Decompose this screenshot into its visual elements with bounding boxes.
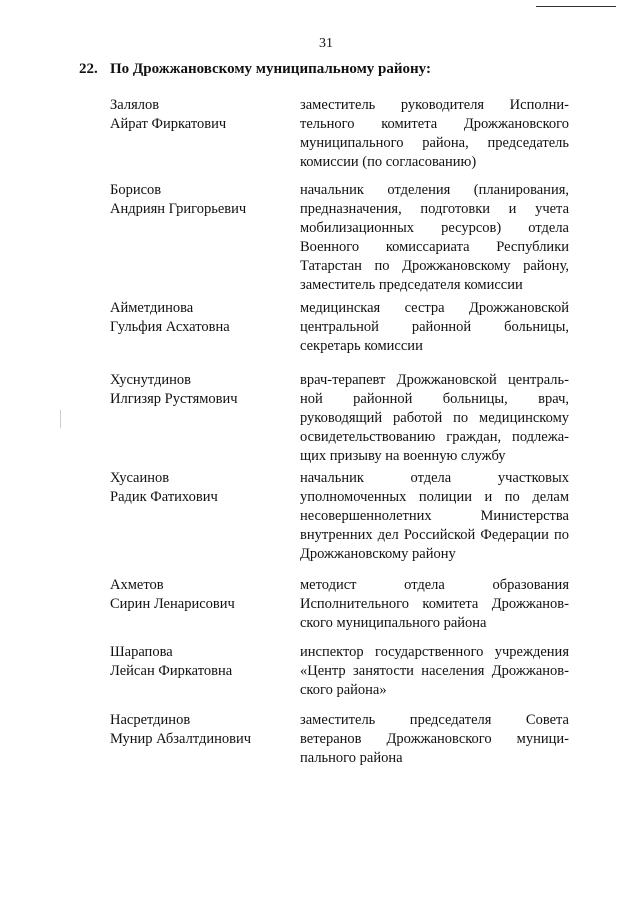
- member-name: [110, 371, 290, 409]
- member-name: [110, 96, 290, 134]
- member-given-name: Лейсан Фиркатовна: [110, 663, 233, 679]
- member-role: инспектор государственного учреждения «Центр занятости населения Дрожжановского района»: [300, 644, 569, 698]
- page-number: 31: [319, 36, 333, 51]
- member-given-name: Сирин Ленарисович: [110, 596, 235, 612]
- member-role: начальник отделения (планирования, предназначения, подготовки и учета мобилизационных ресурсов) отдела Военного комиссариата Республики Татарстан по Дрожжановскому району, заместитель председателя комиссии: [300, 182, 569, 293]
- member-role: медицинская сестра Дрожжановской центральной районной больницы, секретарь комиссии: [300, 300, 569, 354]
- top-rule: [536, 6, 616, 7]
- member-role: методист отдела образования Исполнительного комитета Дрожжановского муниципального района: [300, 577, 569, 631]
- member-name: [110, 299, 290, 337]
- member-given-name: Радик Фатихович: [110, 489, 218, 505]
- margin-mark: [60, 410, 61, 428]
- section-heading: [79, 61, 431, 78]
- member-given-name: Гульфия Асхатовна: [110, 319, 230, 335]
- member-surname: Айметдинова: [110, 300, 194, 316]
- member-surname: Хуснутдинов: [110, 372, 192, 388]
- member-name: [110, 643, 290, 681]
- member-role: заместитель председателя Совета ветеранов Дрожжановского муниципального района: [300, 712, 569, 766]
- member-role: врач-терапевт Дрожжановской центральной районной больницы, врач, руководящий работой по медицинскому освидетельствованию граждан, подлежащих призыву на военную службу: [300, 372, 569, 464]
- member-given-name: Андриян Григорьевич: [110, 201, 247, 217]
- member-given-name: Мунир Абзалтдинович: [110, 731, 252, 747]
- member-name: [110, 711, 290, 749]
- member-given-name: Айрат Фиркатович: [110, 116, 227, 132]
- member-surname: Борисов: [110, 182, 162, 198]
- member-surname: Залялов: [110, 97, 160, 113]
- member-surname: Ахметов: [110, 577, 164, 593]
- section-number: 22.: [79, 61, 98, 77]
- section-title: По Дрожжановскому муниципальному району:: [110, 61, 431, 77]
- member-role: начальник отдела участковых уполномоченных полиции и по делам несовершеннолетних Министерства внутренних дел Российской Федерации по Дрожжановскому району: [300, 470, 569, 562]
- member-surname: Насретдинов: [110, 712, 191, 728]
- member-role: заместитель руководителя Исполнительного комитета Дрожжановского муниципального района, председатель комиссии (по согласованию): [300, 97, 569, 170]
- member-name: [110, 576, 290, 614]
- member-name: [110, 181, 290, 219]
- member-surname: Шарапова: [110, 644, 173, 660]
- member-given-name: Илгизяр Рустямович: [110, 391, 238, 407]
- member-surname: Хусаинов: [110, 470, 170, 486]
- member-name: [110, 469, 290, 507]
